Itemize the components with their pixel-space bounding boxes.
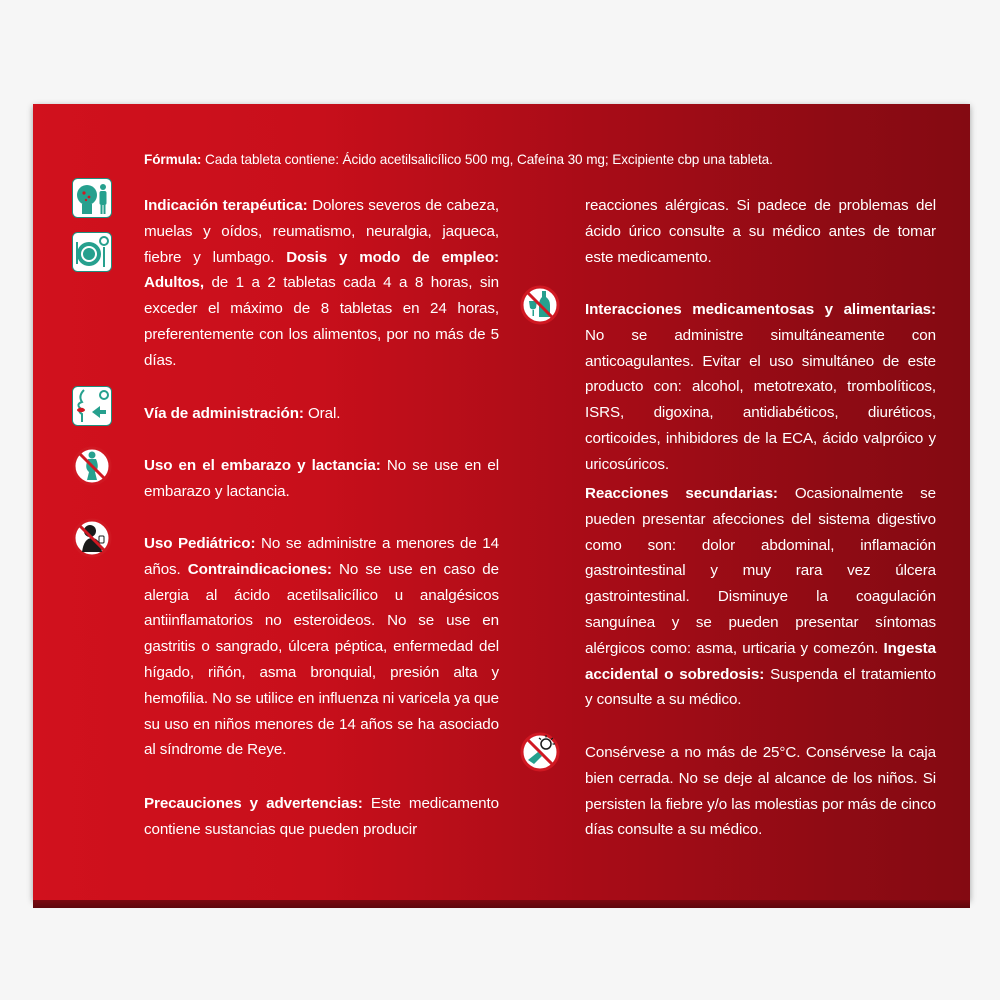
package-edge [33, 900, 970, 908]
formula-body: Cada tableta contiene: Ácido acetilsalicílico 500 mg, Cafeína 30 mg; Excipiente cbp una tableta. [201, 152, 773, 167]
pediatrico-body: No se administre a menores de 14 años. [144, 535, 499, 578]
reacciones-section [585, 481, 936, 713]
via-section [144, 401, 499, 427]
formula-label: Fórmula: [144, 152, 202, 167]
no-alcohol-icon [520, 285, 560, 325]
dosis-label: Dosis y modo de empleo: [286, 248, 500, 266]
headache-icon [72, 178, 112, 218]
precauciones-continued [585, 193, 936, 270]
embarazo-section [144, 453, 499, 505]
contraindicaciones-label: Contraindicaciones: [187, 560, 332, 578]
precauciones-label: Precauciones y advertencias: [144, 795, 363, 812]
food-plate-icon [72, 232, 112, 272]
pediatrico-section [144, 531, 499, 763]
ingesta-body: Suspenda el tratamiento y consulte a su médico. [585, 665, 936, 709]
pediatrico-label: Uso Pediátrico: [144, 535, 256, 552]
precauciones-cont-body: reacciones alérgicas. Si padece de problemas del ácido úrico consulte a su médico antes de tomar este medicamento. [585, 197, 936, 266]
no-pediatric-icon [72, 518, 112, 558]
ingesta-label: Ingesta accidental o sobredosis: [585, 639, 936, 683]
interacciones-label: Interacciones medicamentosas y alimentarias: [585, 301, 936, 318]
no-pregnancy-icon [72, 446, 112, 486]
conservacion-section [585, 740, 936, 843]
conservacion-body: Consérvese a no más de 25°C. Consérvese la caja bien cerrada. No se deje al alcance de los niños. Si persisten la fiebre y/o las molestias por más de cinco días consulte a su médico. [585, 744, 936, 839]
contraindicaciones-body: No se use en caso de alergia al ácido acetilsalicílico u analgésicos antiinflamatorios no esteroideos. No se use en gastritis o sangrado, úlcera péptica, enfermedad del hígado, riñón, asma bronquial, presión alta y hemofilia. No se utilice en influenza ni varicela ya que su uso en niños menores de 14 años se ha asociado al síndrome de Reye. [144, 560, 499, 759]
indicacion-label: Indicación terapéutica: [144, 197, 308, 214]
reacciones-label: Reacciones secundarias: [585, 485, 778, 502]
via-body: Oral. [303, 405, 341, 422]
indicacion-body: Dolores severos de cabeza, muelas y oídos, reumatismo, neuralgia, jaqueca, fiebre y lumbago. [144, 197, 499, 266]
reacciones-body: Ocasionalmente se pueden presentar afecciones del sistema digestivo como son: dolor abdominal, inflamación gastrointestinal y muy rara vez úlcera gastrointestinal. Disminuye la coagulación sanguínea y se pueden presentar síntomas alérgicos como: asma, urticaria y comezón. [585, 485, 936, 657]
indicacion-section [144, 193, 499, 374]
precauciones-body: Este medicamento contiene sustancias que pueden producir [144, 795, 499, 838]
via-label: Vía de administración: [144, 405, 304, 422]
adultos-label: Adultos, [144, 274, 204, 292]
formula-text [144, 147, 864, 173]
precauciones-section [144, 791, 499, 843]
interacciones-body: No se administre simultáneamente con anticoagulantes. Evitar el uso simultáneo de este producto con: alcohol, metotrexato, trombolíticos, ISRS, digoxina, antidiabéticos, diuréticos, corticoides, inhibidores de la ECA, ácido valpróico y uricosúricos. [585, 326, 936, 473]
embarazo-label: Uso en el embarazo y lactancia: [144, 457, 381, 474]
interacciones-section [585, 297, 936, 478]
no-sun-icon [520, 732, 560, 772]
oral-route-icon [72, 386, 112, 426]
dosis-body: de 1 a 2 tabletas cada 4 a 8 horas, sin exceder el máximo de 8 tabletas en 24 horas, preferentemente con los alimentos, por no más de 5 días. [144, 274, 499, 369]
embarazo-body: No se use en el embarazo y lactancia. [144, 457, 499, 500]
